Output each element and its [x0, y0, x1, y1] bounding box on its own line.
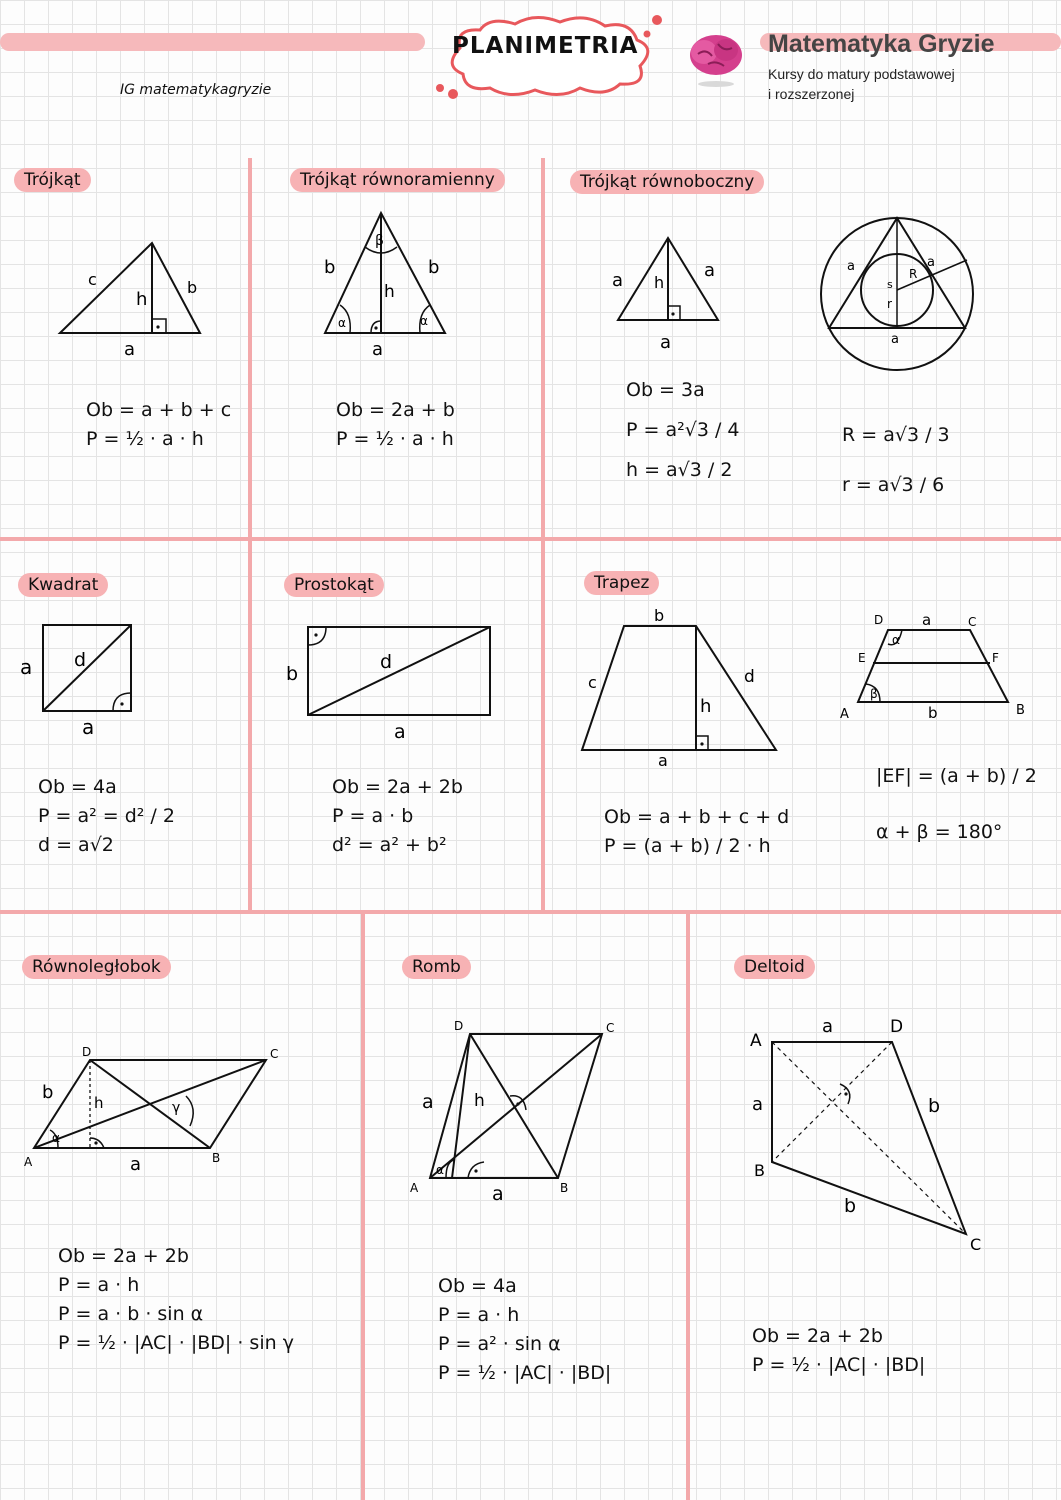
square-diagram [16, 618, 146, 743]
trapezoid-diagram [574, 604, 784, 774]
midline-label-C: C [968, 615, 977, 629]
midline-label-beta: β [870, 687, 878, 701]
trapezoid-label-c: c [588, 673, 597, 692]
kite-label-D: D [890, 1017, 904, 1037]
section-title-deltoid: Deltoid [734, 955, 815, 979]
formula: d = a√2 [38, 834, 114, 856]
trapezoid-label-a: a [658, 751, 668, 770]
midline-label-E: E [858, 651, 866, 665]
formulas-prostokat [332, 773, 463, 860]
equilateral-label-a-right: a [704, 260, 716, 281]
circle-label-a-left: a [847, 259, 855, 274]
square-label-a-left: a [20, 655, 33, 679]
circumscribed-inscribed-circle-diagram [815, 212, 980, 377]
formulas-rownoramienny [336, 396, 455, 454]
formula: P = a · h [58, 1274, 140, 1296]
formula: Ob = 2a + 2b [752, 1325, 883, 1347]
rectangle-label-d: d [380, 651, 393, 673]
section-title-trapez: Trapez [584, 571, 659, 595]
brand-name: Matematyka Gryzie [768, 30, 995, 58]
kite-label-b-right: b [928, 1095, 941, 1117]
formula: |EF| = (a + b) / 2 [876, 765, 1037, 787]
isosceles-triangle-diagram [310, 205, 460, 365]
parallelogram-label-B: B [212, 1151, 221, 1165]
rhombus-label-h: h [474, 1091, 485, 1111]
triangle-label-c: c [88, 270, 97, 289]
section-title-rownoleglobok: Równoległobok [22, 955, 171, 979]
divider-row-1 [0, 537, 1061, 541]
parallelogram-label-C: C [270, 1047, 279, 1061]
midline-label-b: b [928, 704, 938, 722]
kite-diagram [744, 1012, 994, 1257]
equilateral-label-a-left: a [612, 270, 624, 291]
isosceles-label-alpha-left: α [338, 316, 346, 330]
formulas-deltoid [752, 1322, 925, 1380]
formulas-radius [842, 410, 950, 510]
formula: P = ½ · a · h [336, 428, 454, 450]
parallelogram-label-alpha: α [52, 1131, 60, 1145]
circle-label-a-bottom: a [891, 332, 899, 347]
rhombus-label-C: C [606, 1021, 615, 1035]
triangle-label-h: h [136, 289, 148, 310]
rhombus-label-a-bottom: a [492, 1183, 504, 1204]
parallelogram-label-b: b [42, 1082, 54, 1103]
kite-label-B: B [754, 1161, 765, 1180]
section-title-trojkat: Trójkąt [14, 168, 91, 192]
trapezoid-midline-diagram [834, 608, 1034, 728]
formula: Ob = 2a + 2b [58, 1245, 189, 1267]
parallelogram-label-D: D [82, 1045, 92, 1059]
rhombus-label-D: D [454, 1019, 464, 1033]
kite-label-A: A [750, 1031, 762, 1051]
parallelogram-label-a: a [130, 1154, 142, 1175]
midline-label-A: A [840, 707, 849, 722]
rhombus-label-A: A [410, 1181, 419, 1195]
header-stripe-left [0, 33, 425, 51]
formula: P = ½ · a · h [86, 428, 204, 450]
formula: h = a√3 / 2 [626, 459, 733, 481]
circle-label-R: R [909, 267, 918, 281]
formulas-trapez-extra [876, 748, 1037, 860]
rectangle-label-b: b [286, 663, 299, 685]
formula: P = ½ · |AC| · |BD| · sin γ [58, 1332, 294, 1354]
instagram-handle: IG matematykagryzie [120, 82, 272, 98]
circle-label-s: s [887, 278, 893, 291]
section-title-romb: Romb [402, 955, 471, 979]
rhombus-label-a-left: a [422, 1091, 434, 1113]
formula: Ob = a + b + c + d [604, 806, 790, 828]
midline-label-a: a [922, 611, 932, 629]
section-title-prostokat: Prostokąt [284, 573, 384, 597]
kite-label-C: C [970, 1235, 982, 1254]
parallelogram-label-h: h [94, 1094, 104, 1112]
formula: P = ½ · |AC| · |BD| [752, 1354, 926, 1376]
circle-label-r: r [887, 297, 892, 311]
formulas-trojkat [86, 396, 231, 454]
triangle-label-b: b [187, 278, 198, 297]
formulas-rownoboczny [626, 370, 739, 490]
midline-label-F: F [992, 651, 999, 665]
brain-logo-icon [684, 30, 748, 92]
formula: Ob = 2a + b [336, 399, 455, 421]
parallelogram-label-gamma: γ [172, 1100, 181, 1116]
isosceles-label-b-right: b [428, 257, 440, 278]
equilateral-label-h: h [654, 273, 665, 292]
formula: r = a√3 / 6 [842, 474, 945, 496]
isosceles-label-h: h [384, 282, 395, 302]
formula: P = a · b · sin α [58, 1303, 204, 1325]
rectangle-label-a: a [394, 721, 406, 743]
formula: P = a² = d² / 2 [38, 805, 175, 827]
trapezoid-label-b: b [654, 606, 665, 625]
formula: Ob = 2a + 2b [332, 776, 463, 798]
brand-tagline-line-1: Kursy do matury podstawowej [768, 66, 955, 82]
midline-label-B: B [1016, 703, 1025, 718]
formula: Ob = 4a [38, 776, 117, 798]
equilateral-label-a-bottom: a [660, 332, 672, 353]
rhombus-diagram [404, 1014, 629, 1204]
triangle-diagram [50, 235, 220, 365]
parallelogram-diagram [18, 1042, 293, 1182]
divider-col-2 [541, 158, 545, 914]
kite-label-a-top: a [822, 1016, 834, 1037]
formula: d² = a² + b² [332, 834, 447, 856]
kite-label-a-left: a [752, 1094, 764, 1115]
rhombus-label-alpha: α [436, 1163, 444, 1177]
square-label-a-bottom: a [82, 715, 95, 739]
trapezoid-label-d: d [744, 667, 755, 687]
midline-label-alpha: α [892, 633, 900, 647]
brand-tagline-line-2: i rozszerzonej [768, 86, 855, 102]
circle-label-a-right: a [927, 255, 935, 270]
divider-col-3 [361, 912, 365, 1500]
formulas-trapez [604, 803, 789, 861]
formulas-rownoleglobok [58, 1242, 294, 1358]
isosceles-label-a: a [372, 339, 384, 360]
section-title-rownoboczny: Trójkąt równoboczny [570, 170, 764, 194]
midline-label-D: D [874, 613, 884, 627]
triangle-label-a: a [124, 339, 136, 360]
formula: P = ½ · |AC| · |BD| [438, 1362, 612, 1384]
page-title: PLANIMETRIA [452, 33, 639, 59]
formula: Ob = 3a [626, 379, 705, 401]
formula: P = a · h [438, 1304, 520, 1326]
formula: R = a√3 / 3 [842, 424, 950, 446]
formulas-kwadrat [38, 773, 175, 860]
isosceles-label-beta: β [375, 233, 384, 249]
divider-row-2 [0, 910, 1061, 914]
trapezoid-label-h: h [700, 696, 712, 717]
formula: α + β = 180° [876, 821, 1003, 843]
formula: Ob = a + b + c [86, 399, 232, 421]
section-title-kwadrat: Kwadrat [18, 573, 108, 597]
formulas-romb [438, 1272, 611, 1388]
divider-col-4 [686, 912, 690, 1500]
formula: Ob = 4a [438, 1275, 517, 1297]
rhombus-label-B: B [560, 1181, 569, 1195]
formula: P = a²√3 / 4 [626, 419, 740, 441]
isosceles-label-alpha-right: α [420, 314, 428, 328]
rectangle-diagram [280, 618, 500, 748]
square-label-d: d [74, 649, 87, 671]
formula: P = (a + b) / 2 · h [604, 835, 771, 857]
parallelogram-label-A: A [24, 1155, 33, 1169]
equilateral-triangle-diagram [600, 230, 730, 355]
formula: P = a² · sin α [438, 1333, 561, 1355]
isosceles-label-b-left: b [324, 257, 336, 278]
section-title-rownoramienny: Trójkąt równoramienny [290, 168, 505, 192]
brand-tagline [768, 64, 1028, 104]
divider-col-1 [248, 158, 252, 914]
formula: P = a · b [332, 805, 414, 827]
kite-label-b-bottom: b [844, 1195, 857, 1217]
